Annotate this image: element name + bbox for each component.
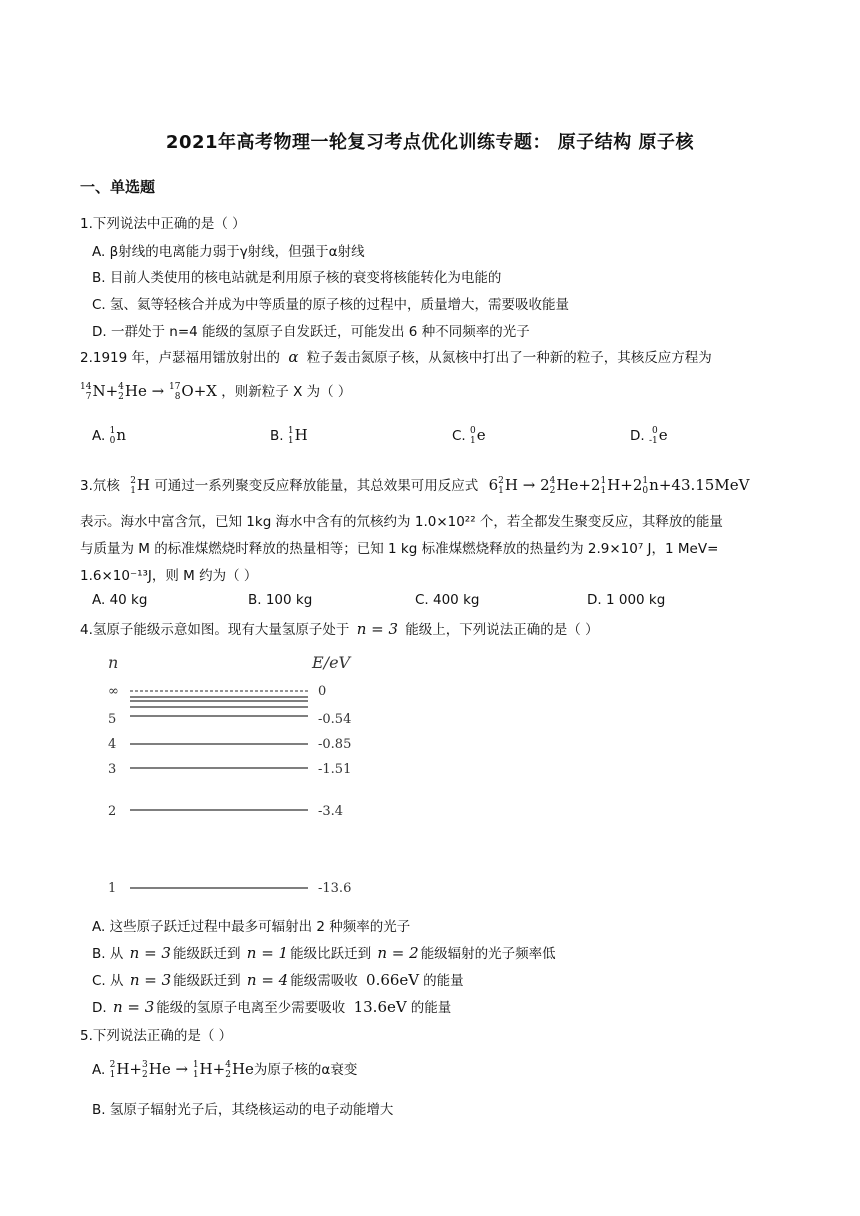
q4-stem-b: 能级上，下列说法正确的是（ ） bbox=[405, 622, 599, 638]
q4-b-part1: B. 从 bbox=[92, 946, 124, 962]
q3-stem-a: 3.氘核 bbox=[80, 478, 120, 494]
q2-eq-tail: ，则新粒子 X 为（ ） bbox=[221, 384, 352, 400]
q5-option-a[interactable] bbox=[92, 1058, 357, 1081]
q4-d-energy: 13.6eV bbox=[353, 998, 407, 1016]
q4-stem-a: 4.氢原子能级示意如图。现有大量氢原子处于 bbox=[80, 622, 350, 638]
q2-option-c[interactable] bbox=[452, 426, 486, 447]
section-heading: 一、单选题 bbox=[80, 178, 156, 196]
q4-option-b[interactable] bbox=[92, 942, 556, 962]
q2-option-b[interactable] bbox=[270, 426, 308, 447]
q2-equation-line: 14 7 N+ 4 2 He → 17 8 O+X ，则新粒子 X 为（ ） bbox=[80, 381, 352, 402]
q1-option-b[interactable]: B. 目前人类使用的核电站就是利用原子核的衰变将核能转化为电能的 bbox=[92, 270, 502, 286]
q4-c-n3: n = 3 bbox=[129, 971, 172, 989]
proton-symbol: 1 1 H bbox=[287, 425, 308, 446]
q3-option-b[interactable]: B. 100 kg bbox=[248, 592, 313, 608]
level-n-label: ∞ bbox=[108, 684, 119, 699]
q2-option-b-label: B. bbox=[270, 428, 284, 444]
q2-option-d-label: D. bbox=[630, 428, 645, 444]
q4-b-n3: n = 3 bbox=[129, 944, 171, 962]
q4-option-c[interactable] bbox=[92, 969, 464, 989]
energy-level-diagram bbox=[96, 650, 396, 900]
electron-symbol: 0 -1 e bbox=[648, 425, 668, 446]
deuterium-symbol: 2 1 H bbox=[130, 475, 151, 496]
q2-option-a[interactable] bbox=[92, 426, 126, 447]
level-n-label: 1 bbox=[108, 881, 117, 896]
q3-stem-b: 可通过一系列聚变反应释放能量，其总效果可用反应式 bbox=[154, 478, 479, 494]
q4-c-part1: C. 从 bbox=[92, 973, 124, 989]
q4-d-part1: D. bbox=[92, 1000, 107, 1016]
neutron-symbol: 1 0 n bbox=[109, 425, 126, 446]
q4-d-part3: 的能量 bbox=[410, 1000, 452, 1016]
helium-4-nucleus: 4 2 He bbox=[118, 381, 147, 402]
q3-energy-term: +43.15MeV bbox=[658, 476, 750, 494]
oxygen-17-nucleus: 17 8 O bbox=[168, 381, 194, 402]
level-n-label: 3 bbox=[108, 762, 117, 777]
q2-option-a-label: A. bbox=[92, 428, 106, 444]
level-energy-label: -3.4 bbox=[318, 804, 344, 819]
q2-option-c-label: C. bbox=[452, 428, 466, 444]
diagram-n-header: n bbox=[108, 653, 119, 672]
q4-b-part3: 能级比跃迁到 bbox=[290, 946, 372, 962]
q4-n3: n = 3 bbox=[356, 620, 398, 638]
q2-option-d[interactable] bbox=[630, 426, 668, 447]
q1-stem: 1.下列说法中正确的是（ ） bbox=[80, 216, 246, 232]
q3-fusion-equation: 6 2 1 H → 2 4 2 He+2 1 1 H+2 1 0 n+43.15MeV bbox=[488, 475, 750, 496]
q1-option-d[interactable]: D. 一群处于 n=4 能级的氢原子自发跃迁，可能发出 6 种不同频率的光子 bbox=[92, 324, 530, 340]
q4-c-part4: 的能量 bbox=[423, 973, 464, 989]
q5-option-b[interactable]: B. 氢原子辐射光子后，其绕核运动的电子动能增大 bbox=[92, 1102, 394, 1118]
q4-b-part4: 能级辐射的光子频率低 bbox=[420, 946, 556, 962]
q4-option-a[interactable]: A. 这些原子跃迁过程中最多可辐射出 2 种频率的光子 bbox=[92, 919, 411, 935]
q4-c-energy: 0.66eV bbox=[366, 971, 420, 989]
q3-line2: 表示。海水中富含氘，已知 1kg 海水中含有的氘核约为 1.0×10²² 个，若全都发生聚变反应，其释放的能量 bbox=[80, 514, 723, 530]
q4-stem bbox=[80, 618, 599, 638]
q3-stem-line1 bbox=[80, 474, 749, 497]
q4-b-part2: 能级跃迁到 bbox=[172, 946, 241, 962]
level-n-label: 2 bbox=[108, 804, 117, 819]
q4-d-part2: 能级的氢原子电离至少需要吸收 bbox=[156, 1000, 346, 1016]
page-title: 2021年高考物理一轮复习考点优化训练专题： 原子结构 原子核 bbox=[165, 132, 695, 153]
q3-line4: 1.6×10⁻¹³J，则 M 约为（ ） bbox=[80, 568, 258, 584]
level-energy-label: 0 bbox=[318, 684, 327, 699]
level-energy-label: -1.51 bbox=[318, 762, 352, 777]
level-n-label: 5 bbox=[108, 712, 117, 727]
level-energy-label: -13.6 bbox=[318, 881, 352, 896]
q4-c-part2: 能级跃迁到 bbox=[173, 973, 241, 989]
diagram-e-header: E/eV bbox=[312, 653, 351, 672]
level-n-label: 4 bbox=[108, 737, 117, 752]
q3-line3: 与质量为 M 的标准煤燃烧时释放的热量相等；已知 1 kg 标准煤燃烧释放的热量约为 2.9×10⁷ J，1 MeV= bbox=[80, 541, 719, 557]
q1-option-c[interactable]: C. 氢、氦等轻核合并成为中等质量的原子核的过程中，质量增大，需要吸收能量 bbox=[92, 297, 570, 313]
q4-b-n1: n = 1 bbox=[246, 944, 289, 962]
q3-option-c[interactable]: C. 400 kg bbox=[415, 592, 480, 608]
energy-level-svg bbox=[96, 650, 396, 900]
nitrogen-14-nucleus: 14 7 N bbox=[80, 381, 106, 402]
q2-alpha: α bbox=[288, 348, 299, 366]
q2-stem-a: 2.1919 年，卢瑟福用镭放射出的 bbox=[80, 350, 281, 366]
q3-option-a[interactable]: A. 40 kg bbox=[92, 592, 148, 608]
q3-option-d[interactable]: D. 1 000 kg bbox=[587, 592, 666, 608]
q1-option-a[interactable]: A. β射线的电离能力弱于γ射线，但强于α射线 bbox=[92, 244, 365, 260]
q5-a-equation: 2 1 H+ 3 2 He → 1 1 H+ 4 2 He bbox=[109, 1059, 254, 1080]
q4-c-n4: n = 4 bbox=[246, 971, 289, 989]
positron-symbol: 0 1 e bbox=[470, 425, 486, 446]
q4-b-n2: n = 2 bbox=[377, 944, 419, 962]
q4-c-part3: 能级需吸收 bbox=[290, 973, 358, 989]
q2-stem-line1 bbox=[80, 346, 712, 366]
q4-d-n3: n = 3 bbox=[112, 998, 155, 1016]
level-energy-label: -0.54 bbox=[318, 712, 352, 727]
q2-stem-b: 粒子轰击氮原子核，从氮核中打出了一种新的粒子，其核反应方程为 bbox=[306, 350, 712, 366]
level-energy-label: -0.85 bbox=[318, 737, 352, 752]
q4-option-d[interactable] bbox=[92, 996, 451, 1016]
q5-a-label: A. bbox=[92, 1062, 106, 1078]
q5-a-text: 为原子核的α衰变 bbox=[253, 1062, 358, 1078]
q5-stem: 5.下列说法正确的是（ ） bbox=[80, 1028, 233, 1044]
